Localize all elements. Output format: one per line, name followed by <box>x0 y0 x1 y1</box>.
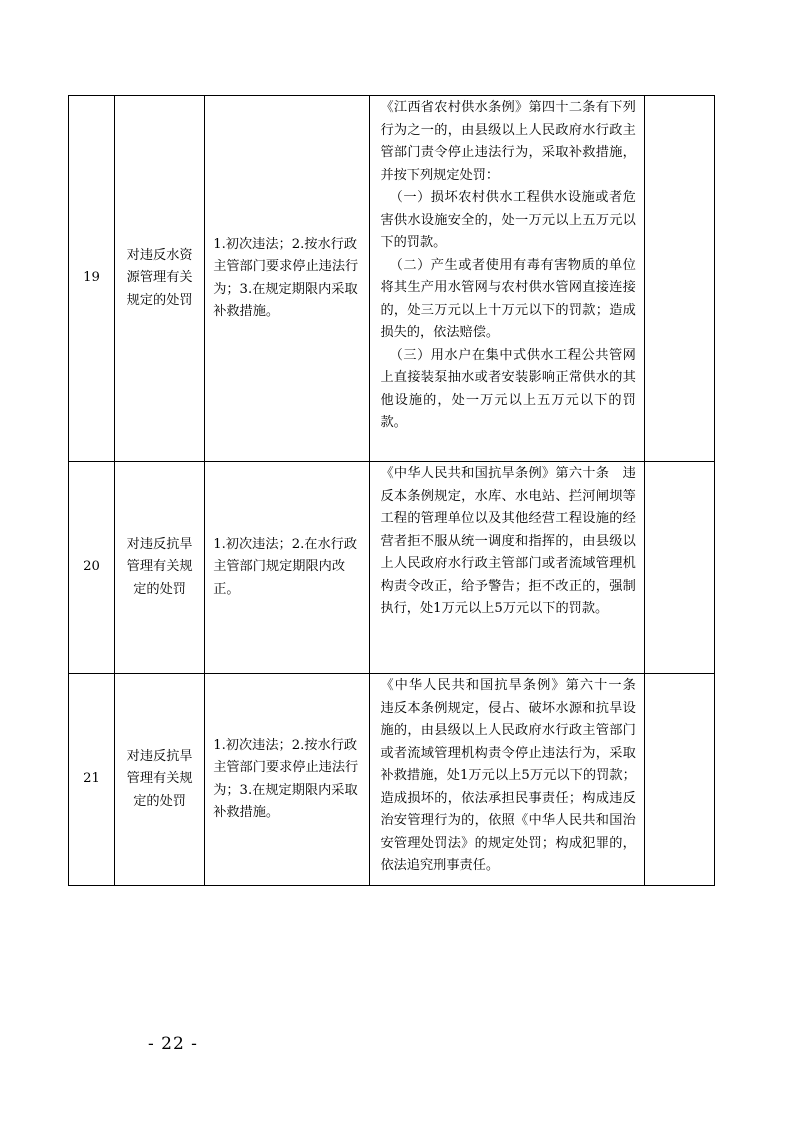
row-number: 20 <box>69 462 115 674</box>
page-number: - 22 - <box>148 1034 198 1054</box>
legal-basis-intro: 《江西省农村供水条例》第四十二条有下列行为之一的，由县级以上人民政府水行政主管部门责令停止违法行为，采取补救措施，并按下列规定处罚： <box>380 100 636 183</box>
remarks <box>644 674 714 886</box>
penalty-item: 对违反抗旱管理有关规定的处罚 <box>115 674 205 886</box>
table-row <box>69 674 715 886</box>
table-row <box>69 96 715 462</box>
penalty-table <box>68 95 715 886</box>
table-row <box>69 462 715 674</box>
legal-basis-intro: 《中华人民共和国抗旱条例》第六十一条 违反本条例规定，侵占、破坏水源和抗旱设施的，由县级以上人民政府水行政主管部门或者流域管理机构责令停止违法行为，采取补救措施，处1万元以上5万元以下的罚款；造成损坏的，依法承担民事责任；构成违反治安管理行为的，依照《中华人民共和国治安管理处罚法》的规定处罚；构成犯罪的，依法追究刑事责任。 <box>380 678 650 873</box>
legal-basis-item: （一）损坏农村供水工程供水设施或者危害供水设施安全的，处一万元以上五万元以下的罚款。 <box>380 190 636 250</box>
penalty-item: 对违反水资源管理有关规定的处罚 <box>115 96 205 462</box>
remarks <box>644 462 714 674</box>
legal-basis-item: （三）用水户在集中式供水工程公共管网上直接装泵抽水或者安装影响正常供水的其他设施的，处一万元以上五万元以下的罚款。 <box>380 347 636 430</box>
legal-basis-intro: 《中华人民共和国抗旱条例》第六十条 违反本条例规定，水库、水电站、拦河闸坝等工程的管理单位以及其他经营工程设施的经营者拒不服从统一调度和指挥的，由县级以上人民政府水行政主管部门或者流域管理机构责令改正，给予警告；拒不改正的，强制执行，处1万元以上5万元以下的罚款。 <box>380 466 636 616</box>
legal-basis <box>370 462 644 674</box>
exemption-conditions: 1.初次违法；2.按水行政主管部门要求停止违法行为；3.在规定期限内采取补救措施。 <box>205 96 370 462</box>
row-number: 21 <box>69 674 115 886</box>
penalty-item: 对违反抗旱管理有关规定的处罚 <box>115 462 205 674</box>
row-number: 19 <box>69 96 115 462</box>
legal-basis <box>370 96 644 462</box>
legal-basis <box>370 674 650 886</box>
exemption-conditions: 1.初次违法；2.按水行政主管部门要求停止违法行为；3.在规定期限内采取补救措施。 <box>205 674 370 886</box>
legal-basis-item: （二）产生或者使用有毒有害物质的单位将其生产用水管网与农村供水管网直接连接的，处三万元以上十万元以下的罚款；造成损失的，依法赔偿。 <box>380 257 636 340</box>
remarks <box>644 96 714 462</box>
exemption-conditions: 1.初次违法；2.在水行政主管部门规定期限内改正。 <box>205 462 370 674</box>
